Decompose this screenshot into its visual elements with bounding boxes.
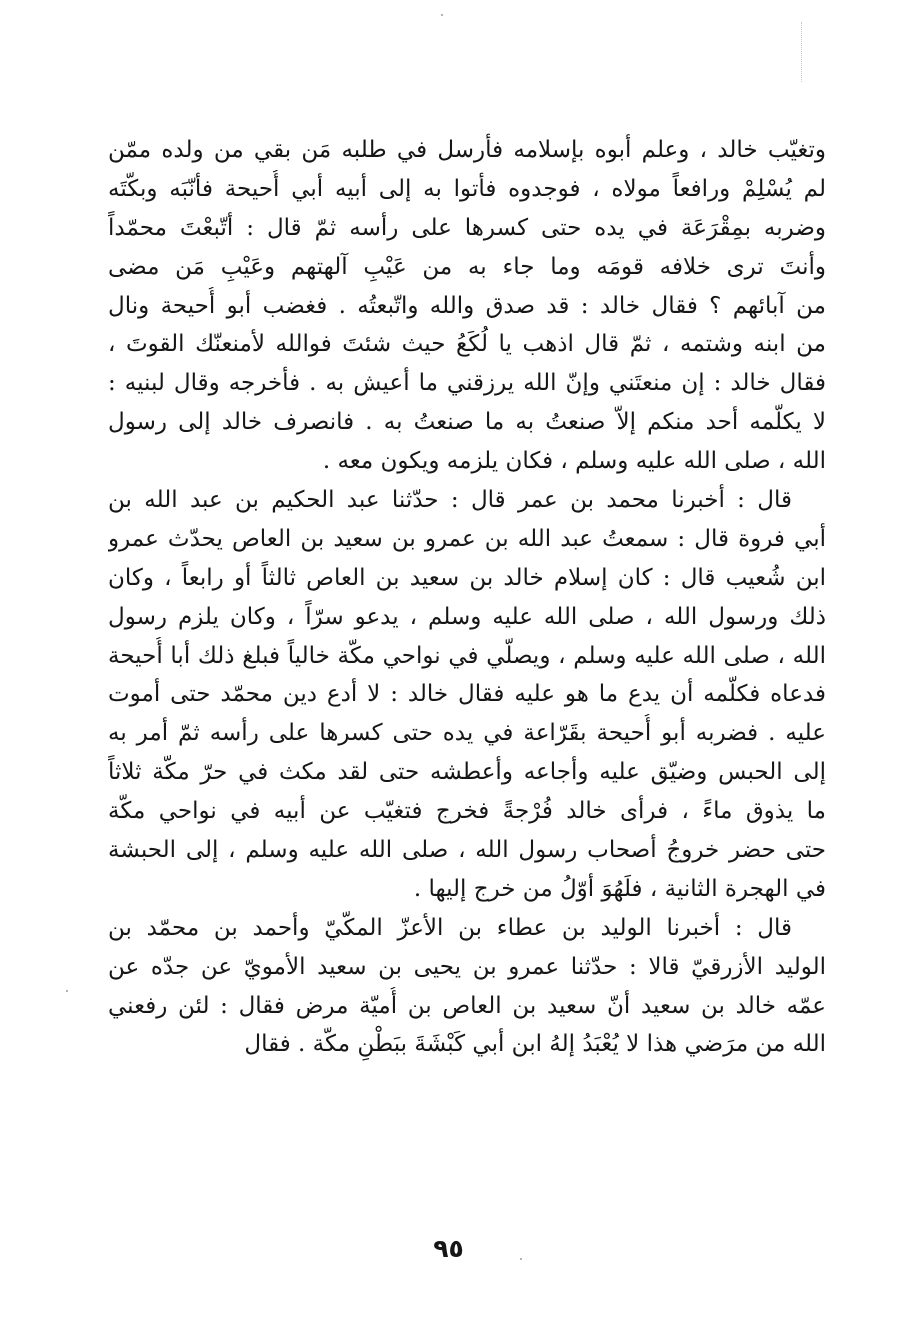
text-line: فدعاه فكلّمه أن يدع ما هو عليه فقال خالد : لا أدع دين محمّد حتى أموت [108, 681, 826, 708]
speck-left-margin [66, 990, 68, 992]
gutter-mark [801, 22, 803, 82]
text-line: في الهجرة الثانية ، فلَهُوَ أوّلُ من خرج إليها . [413, 875, 826, 902]
text-line: الله من مرَضي هذا لا يُعْبَدُ إلهُ ابن أبي كَبْشَةَ ببَطْنِ مكّة . فقال [244, 1031, 826, 1058]
text-line: الوليد الأزرقيّ قالا : حدّثنا عمرو بن يحيى بن سعيد الأمويّ عن جدّه عن [108, 953, 826, 980]
text-line: من ابنه وشتمه ، ثمّ قال اذهب يا لُكَعُ حيث شئتَ فوالله لأمنعنّك القوتَ ، [108, 331, 826, 358]
text-line: فقال خالد : إن منعتَني وإنّ الله يرزقني ما أعيش به . فأخرجه وقال لبنيه : [108, 370, 826, 397]
text-line: ابن شُعيب قال : كان إسلام خالد بن سعيد بن العاص ثالثاً أو رابعاً ، وكان [108, 564, 826, 591]
paragraph [108, 131, 826, 481]
text-line: عمّه خالد بن سعيد أنّ سعيد بن العاص بن أُميّة مرض فقال : لئن رفعني [108, 992, 826, 1019]
text-line: قال : أخبرنا محمد بن عمر قال : حدّثنا عبد الحكيم بن عبد الله بن [108, 487, 792, 514]
text-line: لا يكلّمه أحد منكم إلاّ صنعتُ به ما صنعتُ به . فانصرف خالد إلى رسول [108, 409, 826, 436]
speck-top [441, 14, 443, 16]
page-number: ٩٥ [433, 1234, 464, 1263]
text-line: وتغيّب خالد ، وعلم أبوه بإسلامه فأرسل في طلبه مَن بقي من ولده ممّن [108, 137, 826, 163]
text-line: قال : أخبرنا الوليد بن عطاء بن الأعزّ المكّيّ وأحمد بن محمّد بن [108, 914, 792, 941]
text-line: إلى الحبس وضيّق عليه وأجاعه وأعطشه حتى لقد مكث في حرّ مكّة ثلاثاً [108, 759, 826, 786]
text-line: الله ، صلى الله عليه وسلم ، فكان يلزمه ويكون معه . [322, 448, 826, 475]
text-line: وضربه بمِقْرَعَة في يده حتى كسرها على رأسه ثمّ قال : أتّبعْتَ محمّداً [108, 214, 826, 241]
text-line: عليه . فضربه أبو أُحيحة بقَرّاعة في يده حتى كسرها على رأسه ثمّ أمر به [108, 720, 826, 747]
text-line: لم يُسْلِمْ ورافعاً مولاه ، فوجدوه فأتوا به إلى أبيه أبي أُحيحة فأنّبَه وبكّتَه [108, 175, 826, 202]
text-line: ما يذوق ماءً ، فرأى خالد فُرْجةً فخرج فتغيّب عن أبيه في نواحي مكّة [108, 798, 826, 825]
text-line: ذلك ورسول الله ، صلى الله عليه وسلم ، يدعو سرّاً ، وكان يلزم رسول [108, 603, 826, 630]
text-line: الله ، صلى الله عليه وسلم ، ويصلّي في نواحي مكّة خالياً فبلغ ذلك أبا أُحيحة [108, 642, 826, 669]
text-line: وأنتَ ترى خلافه قومَه وما جاء به من عَيْبِ آلهتهم وعَيْبِ مَن مضى [108, 253, 826, 280]
body-text [108, 131, 826, 1064]
paragraph [108, 909, 826, 1065]
text-line: أبي فروة قال : سمعتُ عبد الله بن عمرو بن سعيد بن العاص يحدّث عمرو [108, 525, 826, 552]
paragraph [108, 481, 826, 909]
text-line: من آبائهم ؟ فقال خالد : قد صدق والله واتّبعتُه . فغضب أبو أُحيحة ونال [108, 292, 826, 319]
text-line: حتى حضر خروجُ أصحاب رسول الله ، صلى الله عليه وسلم ، إلى الحبشة [108, 837, 826, 864]
